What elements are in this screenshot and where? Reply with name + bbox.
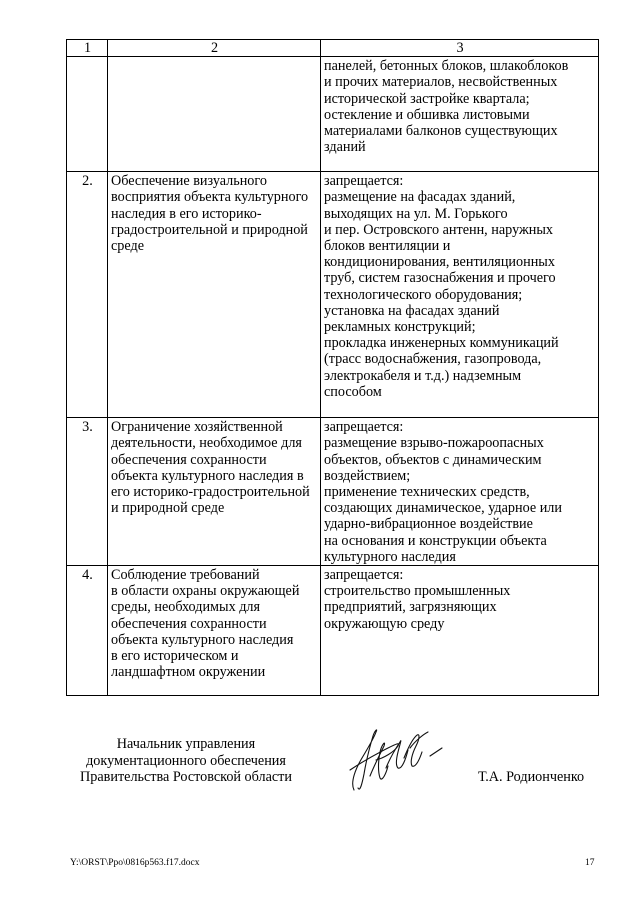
cell-text-line: панелей, бетонных блоков, шлакоблоков <box>324 58 569 75</box>
restriction-cell <box>321 566 599 696</box>
cell-text-line: окружающую среду <box>324 615 445 632</box>
cell-text-line: объекта культурного наследия <box>111 631 294 648</box>
table-row <box>67 418 599 566</box>
cell-text-line: кондиционирования, вентиляционных <box>324 254 555 271</box>
cell-text-line: создающих динамическое, ударное или <box>324 500 562 517</box>
cell-text-line: и пер. Островского антенн, наружных <box>324 221 553 238</box>
footer-page-number: 17 <box>585 858 595 868</box>
cell-text-line: рекламных конструкций; <box>324 319 476 336</box>
cell-text-line: ударно-вибрационное воздействие <box>324 516 533 533</box>
requirement-cell <box>108 172 321 418</box>
cell-text-line: в его историческом и <box>111 648 239 665</box>
header-cell-2: 2 <box>108 40 321 57</box>
cell-text-line: установка на фасадах зданий <box>324 302 500 319</box>
cell-text-line: в области охраны окружающей <box>111 583 300 600</box>
cell-text-line: ландшафтном окружении <box>111 664 266 681</box>
requirement-cell <box>108 57 321 172</box>
signatory-position-line: Начальник управления <box>116 736 256 752</box>
cell-text-line: размещение на фасадах зданий, <box>324 189 516 206</box>
cell-text-line: запрещается: <box>324 173 404 190</box>
restriction-cell <box>321 418 599 566</box>
cell-text-line: размещение взрыво-пожароопасных <box>324 435 544 452</box>
cell-text-line: объектов, объектов с динамическим <box>324 451 542 468</box>
cell-text-line: воздействием; <box>324 467 411 484</box>
cell-text-line: деятельности, необходимое для <box>111 435 302 452</box>
cell-text-line: Соблюдение требований <box>111 567 260 584</box>
handwritten-signature <box>340 718 450 798</box>
restriction-cell <box>321 172 599 418</box>
cell-text-line: строительство промышленных <box>324 583 511 600</box>
cell-text-line: блоков вентиляции и <box>324 238 451 255</box>
cell-text-line: остекление и обшивка листовыми <box>324 106 530 123</box>
row-number <box>67 57 108 172</box>
signatory-position-line: документационного обеспечения <box>86 752 286 769</box>
header-cell-1: 1 <box>67 40 108 57</box>
cell-text-line: обеспечения сохранности <box>111 615 267 632</box>
cell-text-line: материалами балконов существующих <box>324 123 558 140</box>
row-number: 2. <box>67 172 108 418</box>
cell-text-line: применение технических средств, <box>324 484 530 501</box>
table-header-row <box>67 40 599 57</box>
cell-text-line: и природной среде <box>111 500 225 517</box>
requirement-cell <box>108 566 321 696</box>
cell-text-line: Обеспечение визуального <box>111 173 267 190</box>
requirement-cell <box>108 418 321 566</box>
footer-file-path: Y:\ORST\Ppo\0816p563.f17.docx <box>70 858 200 868</box>
cell-text-line: среде <box>111 238 145 255</box>
cell-text-line: на основания и конструкции объекта <box>324 532 547 549</box>
cell-text-line: градостроительной и природной <box>111 221 308 238</box>
cell-text-line: обеспечения сохранности <box>111 451 267 468</box>
cell-text-line: наследия в его историко- <box>111 205 262 222</box>
cell-text-line: объекта культурного наследия в <box>111 467 304 484</box>
restriction-cell <box>321 57 599 172</box>
cell-text-line: (трасс водоснабжения, газопровода, <box>324 351 542 368</box>
row-number: 3. <box>67 418 108 566</box>
table-row <box>67 172 599 418</box>
row-number: 4. <box>67 566 108 696</box>
cell-text-line: культурного наследия <box>324 548 456 565</box>
cell-text-line: и прочих материалов, несвойственных <box>324 74 558 91</box>
cell-text-line: Ограничение хозяйственной <box>111 419 283 436</box>
cell-text-line: труб, систем газоснабжения и прочего <box>324 270 556 287</box>
signatory-position <box>66 736 306 786</box>
cell-text-line: выходящих на ул. М. Горького <box>324 205 508 222</box>
cell-text-line: восприятия объекта культурного <box>111 189 309 206</box>
cell-text-line: его историко-градостроительной <box>111 484 310 501</box>
cell-text-line: способом <box>324 383 382 400</box>
requirements-table <box>66 39 599 696</box>
signatory-name: Т.А. Родионченко <box>478 769 585 785</box>
cell-text-line: среды, необходимых для <box>111 599 261 616</box>
signatory-position-line: Правительства Ростовской области <box>80 769 292 785</box>
cell-text-line: исторической застройке квартала; <box>324 90 530 107</box>
cell-text-line: технологического оборудования; <box>324 286 523 303</box>
cell-text-line: электрокабеля и т.д.) надземным <box>324 367 522 384</box>
table-row <box>67 57 599 172</box>
cell-text-line: запрещается: <box>324 419 404 436</box>
cell-text-line: запрещается: <box>324 567 404 584</box>
cell-text-line: прокладка инженерных коммуникаций <box>324 335 559 352</box>
cell-text-line: зданий <box>324 139 366 156</box>
table-row <box>67 566 599 696</box>
header-cell-3: 3 <box>321 40 599 57</box>
cell-text-line: предприятий, загрязняющих <box>324 599 497 616</box>
